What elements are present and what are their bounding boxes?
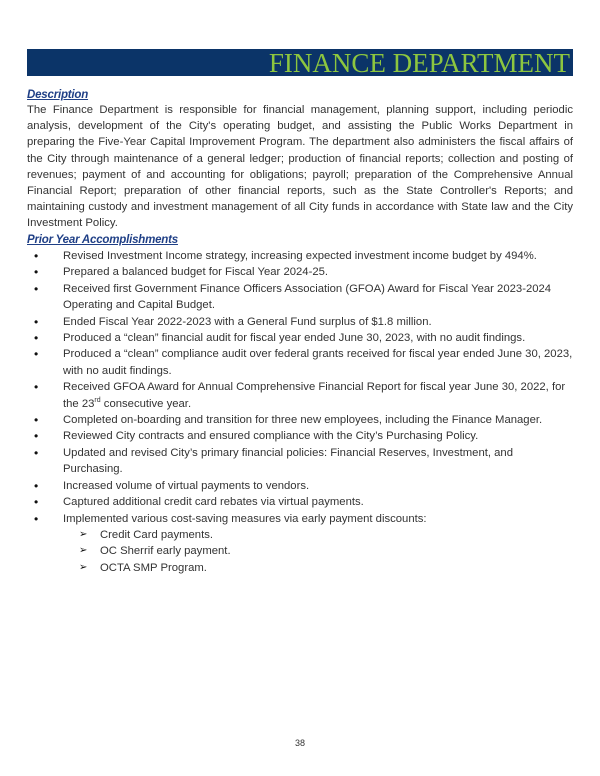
list-item: • Received GFOA Award for Annual Comprehensive Financial Report for fiscal year June 30, 2022, for the 23rd consecutive year. xyxy=(34,380,566,410)
list-item: • Implemented various cost-saving measures via early payment discounts: ➢ Credit Card payments. ➢ OC Sherrif early payment. ➢ OCTA SMP Program. xyxy=(27,511,573,577)
list-item: • Prepared a balanced budget for Fiscal Year 2024-25. xyxy=(34,265,329,280)
sub-list-item: ➢ OC Sherrif early payment. xyxy=(63,543,573,559)
list-item: • Received first Government Finance Officers Association (GFOA) Award for Fiscal Year 2023-2024 Operating and Capital Budget. xyxy=(34,281,552,312)
accomplishments-list xyxy=(27,248,573,576)
list-item: • Captured additional credit card rebates via virtual payments. xyxy=(34,495,364,510)
list-item: • Ended Fiscal Year 2022-2023 with a General Fund surplus of $1.8 million. xyxy=(34,314,432,329)
bullet-icon: • xyxy=(34,249,39,263)
arrow-bullet-icon: ➢ xyxy=(79,561,88,573)
list-item: • Revised Investment Income strategy, increasing expected investment income budget by 494%. xyxy=(34,249,537,263)
list-item: • Reviewed City contracts and ensured compliance with the City’s Purchasing Policy. xyxy=(34,429,479,444)
bullet-icon: • xyxy=(34,445,39,460)
bullet-icon: • xyxy=(34,429,39,444)
description-heading: Description xyxy=(27,89,89,101)
bullet-icon: • xyxy=(34,281,39,296)
list-item: • Updated and revised City’s primary financial policies: Financial Reserves, Investment, and Purchasing. xyxy=(34,445,513,476)
page-title: FINANCE DEPARTMENT xyxy=(268,48,570,78)
department-banner xyxy=(27,49,573,76)
bullet-icon: • xyxy=(34,314,39,329)
list-item: • Produced a “clean” compliance audit over federal grants received for fiscal year ended June 30, 2023, with no audit findings. xyxy=(34,347,573,377)
bullet-icon: • xyxy=(34,347,39,362)
bullet-icon: • xyxy=(34,511,39,526)
sub-list xyxy=(63,527,573,576)
list-item: • Completed on-boarding and transition for three new employees, including the Finance Manager. xyxy=(34,413,543,428)
bullet-icon: • xyxy=(34,265,39,280)
arrow-bullet-icon: ➢ xyxy=(79,528,88,540)
sub-list-item: ➢ OCTA SMP Program. xyxy=(63,560,573,576)
arrow-bullet-icon: ➢ xyxy=(79,545,88,557)
bullet-icon: • xyxy=(34,331,39,346)
description-text: The Finance Department is responsible for financial management, planning support, including periodic analysis, development of the City's operating budget, and assisting the Public Works Department in preparing the Five-Year Capital Improvement Program. The department also administers the fiscal affairs of the City through maintenance of a general ledger; production of financial reports; collection and posting of revenues; payment of and accounting for obligations; payroll; preparation of the Comprehensive Annual Financial Report; preparation of other financial reports, such as the State Controller's Reports; and maintaining custody and investment management of all City funds in accordance with State law and the City Investment Policy. xyxy=(27,104,573,230)
bullet-icon: • xyxy=(34,380,39,395)
page-number: 38 xyxy=(294,738,305,748)
sub-list-item: ➢ Credit Card payments. xyxy=(63,527,573,543)
accomplishments-heading: Prior Year Accomplishments xyxy=(27,234,178,246)
bullet-icon: • xyxy=(34,413,39,428)
list-item: • Increased volume of virtual payments to vendors. xyxy=(34,478,310,493)
bullet-icon: • xyxy=(34,478,39,493)
list-item: • Produced a “clean” financial audit for fiscal year ended June 30, 2023, with no audit findings. xyxy=(34,331,526,346)
bullet-icon: • xyxy=(34,495,39,510)
